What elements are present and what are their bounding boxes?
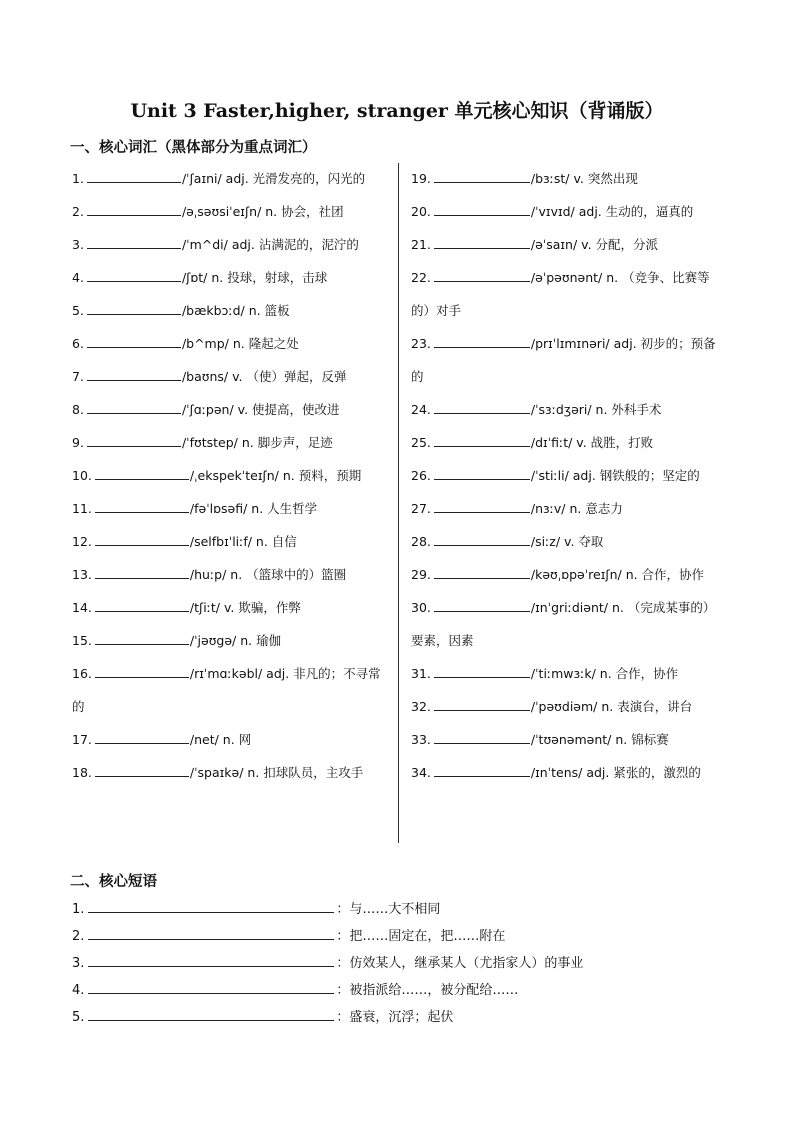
answer-blank[interactable] bbox=[434, 566, 530, 579]
answer-blank[interactable] bbox=[434, 764, 530, 777]
vocab-definition: /əˈsaɪn/ v. 分配，分派 bbox=[530, 237, 659, 252]
vocab-item bbox=[72, 492, 394, 525]
item-number: 4. bbox=[72, 983, 85, 998]
vocab-item bbox=[411, 327, 731, 393]
vocab-definition: /dɪˈfiːt/ v. 战胜，打败 bbox=[530, 435, 654, 450]
item-number: 1. bbox=[72, 171, 84, 186]
item-number: 5. bbox=[72, 303, 84, 318]
vocab-item bbox=[411, 558, 731, 591]
vocab-definition: /ˈstiːli/ adj. 钢铁般的；坚定的 bbox=[530, 468, 700, 483]
answer-blank[interactable] bbox=[95, 632, 189, 645]
vocab-definition: /selfbɪˈliːf/ n. 自信 bbox=[189, 534, 297, 549]
answer-blank[interactable] bbox=[95, 566, 189, 579]
item-number: 22. bbox=[411, 270, 431, 285]
answer-blank[interactable] bbox=[88, 981, 334, 994]
vocab-definition: /ˈfʊtstep/ n. 脚步声，足迹 bbox=[181, 435, 333, 450]
answer-blank[interactable] bbox=[434, 665, 530, 678]
vocab-definition: /kəʊˌɒpəˈreɪʃn/ n. 合作，协作 bbox=[530, 567, 705, 582]
item-number: 34. bbox=[411, 765, 431, 780]
item-number: 21. bbox=[411, 237, 431, 252]
vocab-definition: /rɪˈmɑːkəbl/ adj. 非凡的；不寻常 bbox=[189, 666, 381, 681]
answer-blank[interactable] bbox=[87, 269, 181, 282]
vocab-item bbox=[72, 624, 394, 657]
item-number: 28. bbox=[411, 534, 431, 549]
answer-blank[interactable] bbox=[95, 764, 189, 777]
phrase-item bbox=[72, 950, 583, 977]
vocab-item bbox=[72, 393, 394, 426]
item-number: 24. bbox=[411, 402, 431, 417]
vocab-definition: /əˈpəʊnənt/ n. （竞争、比赛等 bbox=[530, 270, 710, 285]
vocab-item bbox=[411, 393, 731, 426]
item-number: 20. bbox=[411, 204, 431, 219]
vocab-item bbox=[72, 360, 394, 393]
item-number: 26. bbox=[411, 468, 431, 483]
item-number: 27. bbox=[411, 501, 431, 516]
answer-blank[interactable] bbox=[434, 467, 530, 480]
answer-blank[interactable] bbox=[434, 269, 530, 282]
page-title: Unit 3 Faster,higher, stranger 单元核心知识（背诵版） bbox=[130, 100, 664, 122]
item-number: 2. bbox=[72, 204, 84, 219]
vocab-column-right bbox=[411, 162, 731, 789]
phrase-meaning: ：与……大不相同 bbox=[336, 902, 441, 917]
item-number: 13. bbox=[72, 567, 92, 582]
item-number: 9. bbox=[72, 435, 84, 450]
vocab-definition: /ˈsɜːdʒəri/ n. 外科手术 bbox=[530, 402, 662, 417]
vocab-item bbox=[411, 261, 731, 327]
vocab-definition: /net/ n. 网 bbox=[189, 732, 252, 747]
vocab-item bbox=[411, 492, 731, 525]
phrase-meaning: ：被指派给……，被分配给…… bbox=[336, 983, 519, 998]
answer-blank[interactable] bbox=[434, 170, 530, 183]
phrase-meaning: ：把……固定在，把……附在 bbox=[336, 929, 506, 944]
answer-blank[interactable] bbox=[87, 170, 181, 183]
vocab-definition: /ˈvɪvɪd/ adj. 生动的，逼真的 bbox=[530, 204, 694, 219]
item-number: 16. bbox=[72, 666, 92, 681]
vocab-definition-continued: 的 bbox=[72, 699, 85, 714]
item-number: 32. bbox=[411, 699, 431, 714]
vocab-item bbox=[72, 459, 394, 492]
vocab-definition: /ɪnˈtens/ adj. 紧张的，激烈的 bbox=[530, 765, 701, 780]
vocab-item bbox=[72, 228, 394, 261]
phrase-item bbox=[72, 1004, 583, 1031]
vocab-item bbox=[72, 723, 394, 756]
phrase-meaning: ：仿效某人，继承某人（尤指家人）的事业 bbox=[336, 956, 584, 971]
item-number: 11. bbox=[72, 501, 92, 516]
item-number: 1. bbox=[72, 902, 85, 917]
phrase-meaning: ：盛衰，沉浮；起伏 bbox=[336, 1010, 454, 1025]
vocab-definition: /bækbɔːd/ n. 篮板 bbox=[181, 303, 290, 318]
vocab-item bbox=[72, 261, 394, 294]
item-number: 33. bbox=[411, 732, 431, 747]
answer-blank[interactable] bbox=[87, 368, 181, 381]
vocab-definition: /baʊns/ v. （使）弹起，反弹 bbox=[181, 369, 347, 384]
vocab-item bbox=[72, 525, 394, 558]
vocab-item bbox=[411, 228, 731, 261]
vocab-definition: /tʃiːt/ v. 欺骗，作弊 bbox=[189, 600, 301, 615]
item-number: 17. bbox=[72, 732, 92, 747]
answer-blank[interactable] bbox=[434, 533, 530, 546]
item-number: 14. bbox=[72, 600, 92, 615]
answer-blank[interactable] bbox=[434, 698, 530, 711]
section-1-title: 一、核心词汇（黑体部分为重点词汇） bbox=[70, 140, 317, 156]
vocab-item bbox=[72, 756, 394, 789]
vocab-definition: /ˈjəʊgə/ n. 瑜伽 bbox=[189, 633, 282, 648]
answer-blank[interactable] bbox=[434, 236, 530, 249]
vocab-item bbox=[411, 426, 731, 459]
item-number: 2. bbox=[72, 929, 85, 944]
vocab-definition: /ˈʃaɪni/ adj. 光滑发亮的，闪光的 bbox=[181, 171, 366, 186]
item-number: 23. bbox=[411, 336, 431, 351]
vocab-item bbox=[411, 591, 731, 657]
answer-blank[interactable] bbox=[95, 500, 189, 513]
vocab-definition: /ʃɒt/ n. 投球，射球，击球 bbox=[181, 270, 328, 285]
answer-blank[interactable] bbox=[95, 731, 189, 744]
vocab-item bbox=[72, 327, 394, 360]
answer-blank[interactable] bbox=[87, 401, 181, 414]
vocab-item bbox=[72, 591, 394, 624]
vocab-item bbox=[72, 426, 394, 459]
phrase-item bbox=[72, 896, 583, 923]
answer-blank[interactable] bbox=[95, 533, 189, 546]
vocab-item bbox=[411, 723, 731, 756]
vocab-item bbox=[411, 690, 731, 723]
item-number: 7. bbox=[72, 369, 84, 384]
vocab-definition: /ˈtiːmwɜːk/ n. 合作，协作 bbox=[530, 666, 679, 681]
item-number: 10. bbox=[72, 468, 92, 483]
vocab-item bbox=[72, 162, 394, 195]
answer-blank[interactable] bbox=[87, 434, 181, 447]
item-number: 15. bbox=[72, 633, 92, 648]
vocab-definition: /ˈʃɑːpən/ v. 使提高，使改进 bbox=[181, 402, 340, 417]
vocab-item bbox=[72, 195, 394, 228]
vocab-definition: /fəˈlɒsəfi/ n. 人生哲学 bbox=[189, 501, 318, 516]
vocab-item bbox=[411, 756, 731, 789]
answer-blank[interactable] bbox=[95, 599, 189, 612]
vocab-definition: /ˈm^di/ adj. 沾满泥的，泥泞的 bbox=[181, 237, 359, 252]
vocab-item bbox=[411, 525, 731, 558]
vocab-definition: /ˈtʊənəmənt/ n. 锦标赛 bbox=[530, 732, 669, 747]
answer-blank[interactable] bbox=[434, 599, 530, 612]
vocab-item bbox=[411, 162, 731, 195]
answer-blank[interactable] bbox=[434, 434, 530, 447]
answer-blank[interactable] bbox=[95, 665, 189, 678]
item-number: 3. bbox=[72, 237, 84, 252]
item-number: 8. bbox=[72, 402, 84, 417]
vocab-definition: /ɪnˈgriːdiənt/ n. （完成某事的） bbox=[530, 600, 716, 615]
vocab-column-left bbox=[72, 162, 394, 789]
vocab-definition: /siːz/ v. 夺取 bbox=[530, 534, 604, 549]
answer-blank[interactable] bbox=[87, 302, 181, 315]
item-number: 6. bbox=[72, 336, 84, 351]
vocab-definition: /huːp/ n. （篮球中的）篮圈 bbox=[189, 567, 347, 582]
answer-blank[interactable] bbox=[88, 1008, 334, 1021]
item-number: 3. bbox=[72, 956, 85, 971]
column-divider bbox=[398, 163, 399, 843]
answer-blank[interactable] bbox=[95, 467, 189, 480]
answer-blank[interactable] bbox=[87, 236, 181, 249]
item-number: 18. bbox=[72, 765, 92, 780]
answer-blank[interactable] bbox=[434, 335, 530, 348]
vocab-item bbox=[72, 657, 394, 723]
item-number: 25. bbox=[411, 435, 431, 450]
answer-blank[interactable] bbox=[434, 203, 530, 216]
answer-blank[interactable] bbox=[88, 927, 334, 940]
answer-blank[interactable] bbox=[434, 500, 530, 513]
vocab-definition-continued: 要素，因素 bbox=[411, 633, 474, 648]
item-number: 19. bbox=[411, 171, 431, 186]
vocab-definition: /b^mp/ n. 隆起之处 bbox=[181, 336, 299, 351]
vocab-definition: /bɜːst/ v. 突然出现 bbox=[530, 171, 638, 186]
item-number: 4. bbox=[72, 270, 84, 285]
vocab-definition-continued: 的 bbox=[411, 369, 424, 384]
answer-blank[interactable] bbox=[88, 900, 334, 913]
answer-blank[interactable] bbox=[87, 203, 181, 216]
vocab-item bbox=[72, 558, 394, 591]
phrase-item bbox=[72, 923, 583, 950]
item-number: 12. bbox=[72, 534, 92, 549]
answer-blank[interactable] bbox=[434, 401, 530, 414]
vocab-definition: /prɪˈlɪmɪnəri/ adj. 初步的；预备 bbox=[530, 336, 716, 351]
phrase-item bbox=[72, 977, 583, 1004]
item-number: 29. bbox=[411, 567, 431, 582]
item-number: 30. bbox=[411, 600, 431, 615]
vocab-definition: /ˈpəʊdiəm/ n. 表演台，讲台 bbox=[530, 699, 693, 714]
item-number: 31. bbox=[411, 666, 431, 681]
item-number: 5. bbox=[72, 1010, 85, 1025]
vocab-item bbox=[411, 195, 731, 228]
vocab-definition: /əˌsəʊsiˈeɪʃn/ n. 协会，社团 bbox=[181, 204, 344, 219]
vocab-definition: /nɜːv/ n. 意志力 bbox=[530, 501, 623, 516]
vocab-item bbox=[72, 294, 394, 327]
answer-blank[interactable] bbox=[434, 731, 530, 744]
vocab-definition-continued: 的）对手 bbox=[411, 303, 462, 318]
answer-blank[interactable] bbox=[88, 954, 334, 967]
answer-blank[interactable] bbox=[87, 335, 181, 348]
vocab-item bbox=[411, 459, 731, 492]
vocab-item bbox=[411, 657, 731, 690]
section-2-title: 二、核心短语 bbox=[70, 874, 157, 890]
vocab-definition: /ˈspaɪkə/ n. 扣球队员，主攻手 bbox=[189, 765, 364, 780]
phrase-list bbox=[72, 896, 583, 1031]
vocab-definition: /ˌekspekˈteɪʃn/ n. 预料，预期 bbox=[189, 468, 362, 483]
